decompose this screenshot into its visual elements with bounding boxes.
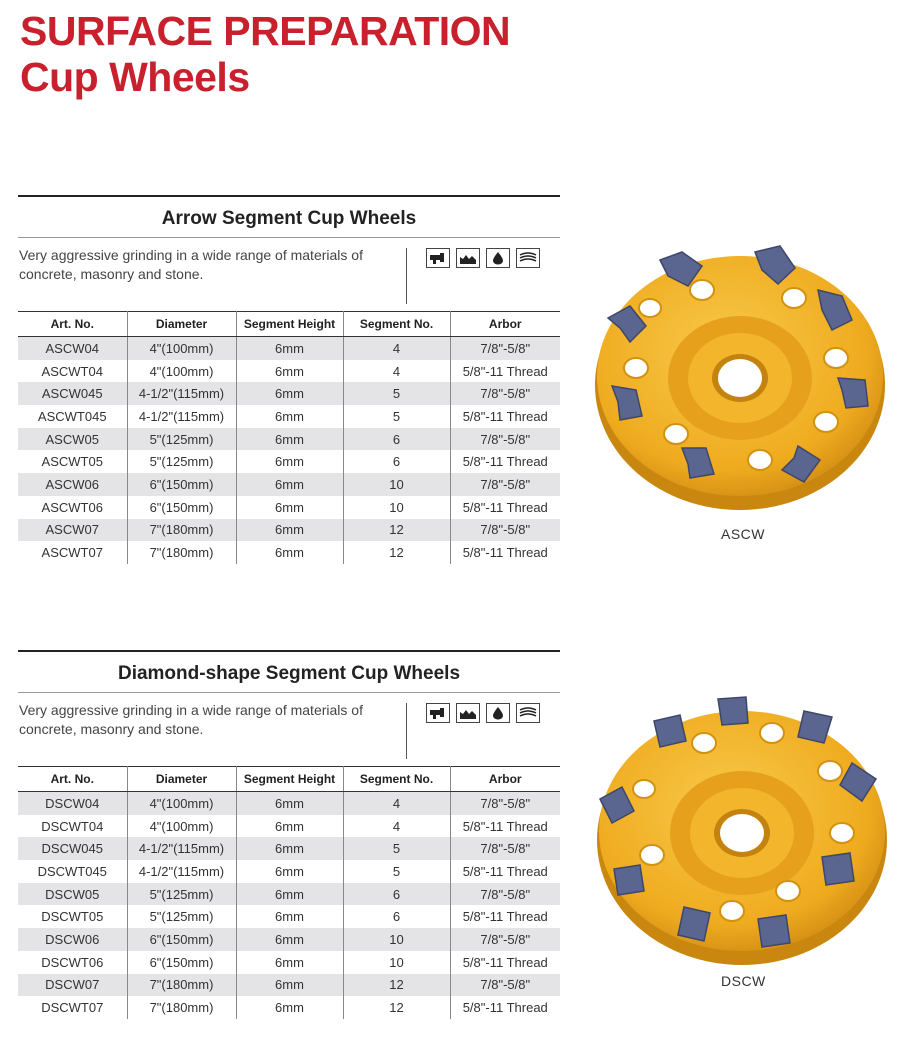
- table-row: [18, 496, 560, 519]
- table-row: [18, 337, 560, 360]
- table-row: [18, 360, 560, 383]
- table-cell: 12: [343, 541, 450, 564]
- table-cell: 6mm: [236, 974, 343, 997]
- table-cell: 6mm: [236, 951, 343, 974]
- table-row: [18, 815, 560, 838]
- table-cell: 7/8"-5/8": [450, 519, 560, 542]
- table-row: [18, 541, 560, 564]
- table-cell: 4"(100mm): [127, 815, 236, 838]
- table-cell: DSCWT04: [18, 815, 127, 838]
- column-header: Art. No.: [18, 767, 127, 792]
- page-title: [20, 8, 510, 100]
- concrete-icon: [456, 703, 480, 723]
- table-cell: ASCWT05: [18, 450, 127, 473]
- column-header: Art. No.: [18, 312, 127, 337]
- table-cell: ASCW07: [18, 519, 127, 542]
- table-cell: 7/8"-5/8": [450, 928, 560, 951]
- table-cell: 5/8"-11 Thread: [462, 1000, 548, 1016]
- section-divider: [18, 650, 560, 652]
- description-row: [18, 693, 560, 766]
- table-cell: 6mm: [236, 837, 343, 860]
- column-header: Diameter: [127, 312, 236, 337]
- table-cell: 6mm: [236, 815, 343, 838]
- arrow-cup-wheel-image: [590, 238, 890, 518]
- application-icons: [426, 248, 540, 268]
- table-cell: 6"(150mm): [127, 928, 236, 951]
- product-caption: DSCW: [721, 973, 766, 989]
- table-cell: 4: [343, 337, 450, 360]
- section-title: Diamond-shape Segment Cup Wheels: [117, 663, 461, 684]
- table-cell: ASCW06: [18, 473, 127, 496]
- table-cell: 12: [343, 974, 450, 997]
- table-cell: 6: [343, 905, 450, 928]
- table-cell: 6mm: [236, 519, 343, 542]
- table-cell: 5"(125mm): [127, 905, 236, 928]
- table-cell: 6mm: [236, 996, 343, 1019]
- table-cell: 6mm: [236, 792, 343, 815]
- table-row: [18, 792, 560, 815]
- table-cell: 10: [343, 951, 450, 974]
- table-cell: 7/8"-5/8": [450, 337, 560, 360]
- table-cell: 6mm: [236, 541, 343, 564]
- table-cell: 5: [343, 860, 450, 883]
- table-cell: 6mm: [236, 905, 343, 928]
- table-cell: 4-1/2"(115mm): [127, 837, 236, 860]
- table-row: [18, 974, 560, 997]
- table-row: [18, 405, 560, 428]
- table-cell: DSCWT05: [18, 905, 127, 928]
- table-cell: DSCW05: [18, 883, 127, 906]
- table-cell: 5: [343, 837, 450, 860]
- table-cell: 4"(100mm): [127, 360, 236, 383]
- grinder-icon: [426, 248, 450, 268]
- section-divider: [18, 195, 560, 197]
- table-cell: 10: [343, 473, 450, 496]
- table-cell: 5/8"-11 Thread: [462, 545, 548, 561]
- stone-icon: [516, 248, 540, 268]
- table-cell: ASCW04: [18, 337, 127, 360]
- table-cell: 7/8"-5/8": [450, 792, 560, 815]
- table-row: [18, 382, 560, 405]
- concrete-icon: [456, 248, 480, 268]
- table-row: [18, 883, 560, 906]
- table-cell: 6mm: [236, 860, 343, 883]
- table-cell: ASCW05: [18, 428, 127, 451]
- table-cell: 6mm: [236, 473, 343, 496]
- product-caption: ASCW: [721, 526, 765, 542]
- table-cell: 4"(100mm): [127, 792, 236, 815]
- column-header: Diameter: [127, 767, 236, 792]
- table-cell: 10: [343, 496, 450, 519]
- column-header: Segment Height: [236, 312, 343, 337]
- table-cell: DSCW045: [18, 837, 127, 860]
- table-cell: 5/8"-11 Thread: [462, 863, 548, 879]
- column-header: Segment Height: [236, 767, 343, 792]
- table-cell: 7/8"-5/8": [450, 473, 560, 496]
- table-cell: 4: [343, 792, 450, 815]
- column-header: Segment No.: [343, 767, 450, 792]
- table-cell: ASCWT07: [18, 541, 127, 564]
- table-row: [18, 519, 560, 542]
- table-cell: 7"(180mm): [127, 974, 236, 997]
- table-cell: ASCW045: [18, 382, 127, 405]
- wet-drop-icon: [486, 248, 510, 268]
- table-row: [18, 905, 560, 928]
- table-cell: 5"(125mm): [127, 428, 236, 451]
- table-cell: 5/8"-11 Thread: [462, 499, 548, 515]
- table-cell: 12: [343, 519, 450, 542]
- table-cell: 4: [343, 815, 450, 838]
- table-cell: DSCW04: [18, 792, 127, 815]
- table-row: [18, 928, 560, 951]
- table-cell: 5/8"-11 Thread: [462, 454, 548, 470]
- table-cell: 7/8"-5/8": [450, 883, 560, 906]
- table-cell: DSCWT07: [18, 996, 127, 1019]
- description-row: [18, 238, 560, 311]
- table-cell: 6mm: [236, 428, 343, 451]
- table-cell: 5: [343, 405, 450, 428]
- table-cell: 6: [343, 428, 450, 451]
- table-cell: 5: [343, 382, 450, 405]
- table-cell: 7/8"-5/8": [450, 382, 560, 405]
- stone-icon: [516, 703, 540, 723]
- vertical-divider: [406, 703, 407, 759]
- table-row: [18, 860, 560, 883]
- grinder-icon: [426, 703, 450, 723]
- table-row: [18, 996, 560, 1019]
- table-header-row: [18, 767, 560, 792]
- section-description: Very aggressive grinding in a wide range of materials of concrete, masonry and stone.: [19, 247, 363, 282]
- spec-table: [18, 766, 560, 1019]
- column-header: Segment No.: [343, 312, 450, 337]
- page-title-line2: Cup Wheels: [20, 54, 250, 100]
- table-cell: 6mm: [236, 360, 343, 383]
- page-title-line1: SURFACE PREPARATION: [20, 8, 511, 54]
- table-cell: 6: [343, 450, 450, 473]
- table-cell: 5/8"-11 Thread: [462, 363, 548, 379]
- diamond-segment-section: [18, 650, 560, 1019]
- table-cell: ASCWT04: [18, 360, 127, 383]
- table-cell: 5/8"-11 Thread: [462, 954, 548, 970]
- section-description: Very aggressive grinding in a wide range of materials of concrete, masonry and stone.: [19, 702, 363, 737]
- table-cell: 12: [343, 996, 450, 1019]
- table-cell: ASCWT06: [18, 496, 127, 519]
- table-cell: 6"(150mm): [127, 473, 236, 496]
- table-row: [18, 473, 560, 496]
- table-cell: 4: [343, 360, 450, 383]
- table-cell: 10: [343, 928, 450, 951]
- table-header-row: [18, 312, 560, 337]
- column-header: Arbor: [450, 312, 560, 337]
- table-cell: 7"(180mm): [127, 519, 236, 542]
- table-row: [18, 951, 560, 974]
- table-cell: 4-1/2"(115mm): [127, 382, 236, 405]
- table-cell: 6mm: [236, 928, 343, 951]
- table-cell: 4-1/2"(115mm): [127, 405, 236, 428]
- table-cell: 4-1/2"(115mm): [127, 860, 236, 883]
- wet-drop-icon: [486, 703, 510, 723]
- spec-table: [18, 311, 560, 564]
- table-cell: 4"(100mm): [127, 337, 236, 360]
- table-cell: 6mm: [236, 883, 343, 906]
- table-cell: DSCWT045: [18, 860, 127, 883]
- column-header: Arbor: [450, 767, 560, 792]
- table-cell: 7"(180mm): [127, 996, 236, 1019]
- table-cell: 6mm: [236, 496, 343, 519]
- table-cell: 6"(150mm): [127, 951, 236, 974]
- table-cell: 7/8"-5/8": [450, 837, 560, 860]
- table-cell: 6"(150mm): [127, 496, 236, 519]
- table-cell: 6mm: [236, 337, 343, 360]
- diamond-cup-wheel-image: [592, 693, 892, 973]
- table-cell: 5"(125mm): [127, 883, 236, 906]
- application-icons: [426, 703, 540, 723]
- table-row: [18, 450, 560, 473]
- table-cell: 6mm: [236, 405, 343, 428]
- section-title: Arrow Segment Cup Wheels: [161, 208, 417, 229]
- table-cell: ASCWT045: [18, 405, 127, 428]
- table-cell: 5/8"-11 Thread: [462, 408, 548, 424]
- table-cell: DSCWT06: [18, 951, 127, 974]
- table-cell: 7/8"-5/8": [450, 974, 560, 997]
- table-cell: 6mm: [236, 450, 343, 473]
- vertical-divider: [406, 248, 407, 304]
- table-cell: 7"(180mm): [127, 541, 236, 564]
- table-cell: 5/8"-11 Thread: [462, 909, 548, 925]
- table-cell: 5"(125mm): [127, 450, 236, 473]
- table-cell: 7/8"-5/8": [450, 428, 560, 451]
- arrow-segment-section: [18, 195, 560, 564]
- table-row: [18, 428, 560, 451]
- table-cell: DSCW07: [18, 974, 127, 997]
- table-cell: 6mm: [236, 382, 343, 405]
- table-cell: 5/8"-11 Thread: [462, 818, 548, 834]
- table-cell: 6: [343, 883, 450, 906]
- table-row: [18, 837, 560, 860]
- table-cell: DSCW06: [18, 928, 127, 951]
